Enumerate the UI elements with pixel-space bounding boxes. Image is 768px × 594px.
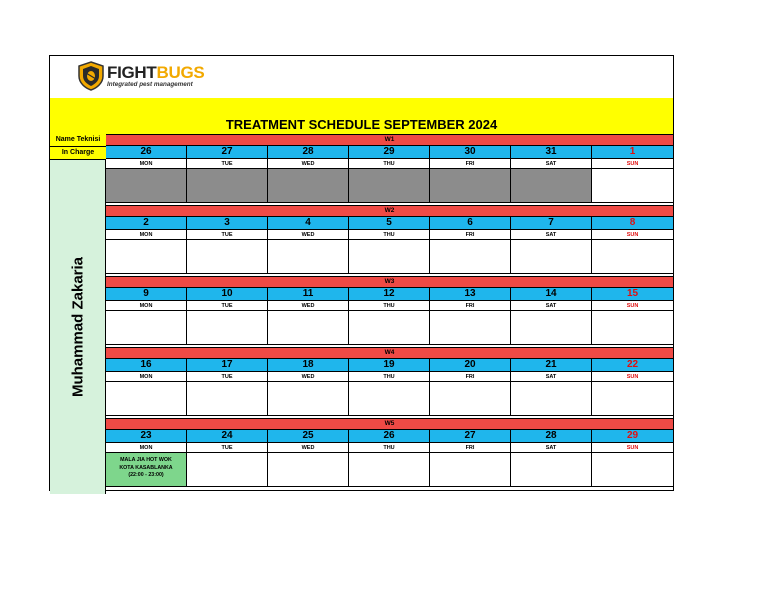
day-body[interactable] [511, 169, 591, 203]
day-number: 26 [349, 430, 429, 443]
day-number: 23 [106, 430, 186, 443]
day-name: SUN [592, 372, 673, 382]
day-number: 16 [106, 359, 186, 372]
week-label: W3 [106, 276, 673, 288]
day-body[interactable] [106, 240, 186, 274]
day-cell[interactable] [511, 359, 592, 416]
shield-bug-icon [78, 61, 104, 91]
day-body[interactable] [187, 382, 267, 416]
day-number: 6 [430, 217, 510, 230]
day-cell[interactable] [511, 146, 592, 203]
day-cell[interactable] [430, 217, 511, 274]
day-cell[interactable] [592, 146, 673, 203]
day-cell[interactable] [592, 288, 673, 345]
day-body[interactable] [511, 453, 591, 487]
day-cell[interactable] [430, 288, 511, 345]
day-cell[interactable] [430, 146, 511, 203]
day-number: 2 [106, 217, 186, 230]
technician-name: Muhammad Zakaria [69, 256, 86, 398]
day-number: 7 [511, 217, 591, 230]
day-body[interactable] [430, 240, 510, 274]
day-body[interactable] [592, 311, 673, 345]
day-body[interactable] [592, 240, 673, 274]
day-body[interactable] [187, 311, 267, 345]
day-body[interactable] [349, 169, 429, 203]
week-label: W1 [106, 134, 673, 146]
day-name: TUE [187, 301, 267, 311]
day-number: 27 [430, 430, 510, 443]
day-body[interactable] [268, 382, 348, 416]
day-cell[interactable] [592, 217, 673, 274]
day-number: 31 [511, 146, 591, 159]
day-name: TUE [187, 372, 267, 382]
brand-tagline: Integrated pest management [107, 80, 193, 88]
day-body[interactable] [106, 169, 186, 203]
day-cell[interactable] [106, 217, 187, 274]
day-name: TUE [187, 230, 267, 240]
day-name: FRI [430, 301, 510, 311]
day-cell[interactable] [349, 217, 430, 274]
day-cell[interactable] [511, 217, 592, 274]
day-number: 4 [268, 217, 348, 230]
day-cell[interactable] [187, 359, 268, 416]
day-name: THU [349, 230, 429, 240]
day-cell[interactable] [268, 430, 349, 487]
day-cell[interactable] [511, 288, 592, 345]
day-name: MON [106, 159, 186, 169]
day-name: SAT [511, 443, 591, 453]
day-number: 9 [106, 288, 186, 301]
day-cell[interactable] [268, 146, 349, 203]
day-number: 21 [511, 359, 591, 372]
day-body[interactable] [511, 382, 591, 416]
day-body[interactable] [187, 169, 267, 203]
day-name: THU [349, 443, 429, 453]
week-label: W5 [106, 418, 673, 430]
in-charge-label: In Charge [50, 147, 106, 160]
day-name: THU [349, 159, 429, 169]
day-body[interactable] [511, 240, 591, 274]
day-number: 24 [187, 430, 267, 443]
day-number: 5 [349, 217, 429, 230]
day-body[interactable] [268, 169, 348, 203]
day-cell[interactable] [268, 288, 349, 345]
day-name: FRI [430, 372, 510, 382]
brand-name: FIGHTBUGS [107, 62, 205, 82]
day-number: 30 [430, 146, 510, 159]
day-number: 26 [106, 146, 186, 159]
day-name: WED [268, 372, 348, 382]
day-number: 8 [592, 217, 673, 230]
day-body[interactable] [106, 382, 186, 416]
day-cell[interactable] [349, 430, 430, 487]
title-row [50, 117, 673, 134]
day-name: MON [106, 230, 186, 240]
day-name: MON [106, 372, 186, 382]
day-number: 12 [349, 288, 429, 301]
day-body[interactable] [592, 169, 673, 203]
day-name: SUN [592, 443, 673, 453]
day-number: 11 [268, 288, 348, 301]
day-number: 19 [349, 359, 429, 372]
day-body[interactable] [268, 453, 348, 487]
day-name: MON [106, 301, 186, 311]
day-number: 29 [349, 146, 429, 159]
day-name: SUN [592, 230, 673, 240]
day-name: SAT [511, 159, 591, 169]
day-number: 15 [592, 288, 673, 301]
day-body[interactable] [430, 311, 510, 345]
day-body[interactable] [430, 453, 510, 487]
day-cell[interactable] [349, 146, 430, 203]
day-cell[interactable] [106, 430, 187, 487]
day-body[interactable] [106, 311, 186, 345]
day-number: 1 [592, 146, 673, 159]
day-cell[interactable] [349, 288, 430, 345]
fightbugs-logo [78, 61, 204, 91]
day-cell[interactable] [511, 430, 592, 487]
day-cell[interactable] [430, 359, 511, 416]
treatment-task[interactable] [106, 453, 186, 480]
day-cell[interactable] [187, 288, 268, 345]
task-line: (22:00 - 23:00) [128, 472, 164, 479]
day-body[interactable] [349, 382, 429, 416]
day-name: SAT [511, 230, 591, 240]
day-name: MON [106, 443, 186, 453]
week-label: W2 [106, 205, 673, 217]
day-name: SUN [592, 301, 673, 311]
day-number: 28 [268, 146, 348, 159]
page-title: TREATMENT SCHEDULE SEPTEMBER 2024 [225, 117, 498, 132]
day-number: 27 [187, 146, 267, 159]
day-body[interactable] [187, 453, 267, 487]
day-cell[interactable] [430, 430, 511, 487]
day-number: 25 [268, 430, 348, 443]
day-name: SUN [592, 159, 673, 169]
day-cell[interactable] [592, 430, 673, 487]
day-body[interactable] [430, 382, 510, 416]
day-name: SAT [511, 301, 591, 311]
day-body[interactable] [268, 311, 348, 345]
day-name: TUE [187, 159, 267, 169]
day-cell[interactable] [268, 217, 349, 274]
task-line: MALA JIA HOT WOK [120, 457, 172, 463]
day-name: WED [268, 443, 348, 453]
day-body[interactable] [349, 453, 429, 487]
day-name: FRI [430, 159, 510, 169]
day-name: THU [349, 301, 429, 311]
day-body[interactable] [592, 382, 673, 416]
name-teknisi-label: Name Teknisi [50, 134, 106, 147]
day-number: 22 [592, 359, 673, 372]
day-name: THU [349, 372, 429, 382]
day-number: 17 [187, 359, 267, 372]
day-name: TUE [187, 443, 267, 453]
day-name: SAT [511, 372, 591, 382]
day-number: 3 [187, 217, 267, 230]
day-number: 18 [268, 359, 348, 372]
day-cell[interactable] [187, 217, 268, 274]
day-body[interactable] [511, 311, 591, 345]
day-body[interactable] [187, 240, 267, 274]
week-label: W4 [106, 347, 673, 359]
day-name: FRI [430, 443, 510, 453]
day-cell[interactable] [106, 288, 187, 345]
day-number: 10 [187, 288, 267, 301]
day-body[interactable] [349, 240, 429, 274]
day-cell[interactable] [349, 359, 430, 416]
day-number: 20 [430, 359, 510, 372]
day-number: 13 [430, 288, 510, 301]
day-name: FRI [430, 230, 510, 240]
day-cell[interactable] [592, 359, 673, 416]
day-body[interactable] [430, 169, 510, 203]
day-cell[interactable] [268, 359, 349, 416]
day-cell[interactable] [187, 430, 268, 487]
technician-block [50, 160, 106, 494]
day-body[interactable] [592, 453, 673, 487]
task-line: KOTA KASABLANKA [119, 464, 173, 471]
day-body[interactable] [349, 311, 429, 345]
day-number: 28 [511, 430, 591, 443]
logo-row [50, 56, 673, 99]
day-cell[interactable] [106, 146, 187, 203]
day-cell[interactable] [106, 359, 187, 416]
day-cell[interactable] [187, 146, 268, 203]
day-name: WED [268, 301, 348, 311]
day-body[interactable] [268, 240, 348, 274]
day-name: WED [268, 159, 348, 169]
day-number: 29 [592, 430, 673, 443]
day-name: WED [268, 230, 348, 240]
schedule-sheet [49, 55, 674, 491]
day-number: 14 [511, 288, 591, 301]
day-body[interactable] [106, 453, 186, 487]
